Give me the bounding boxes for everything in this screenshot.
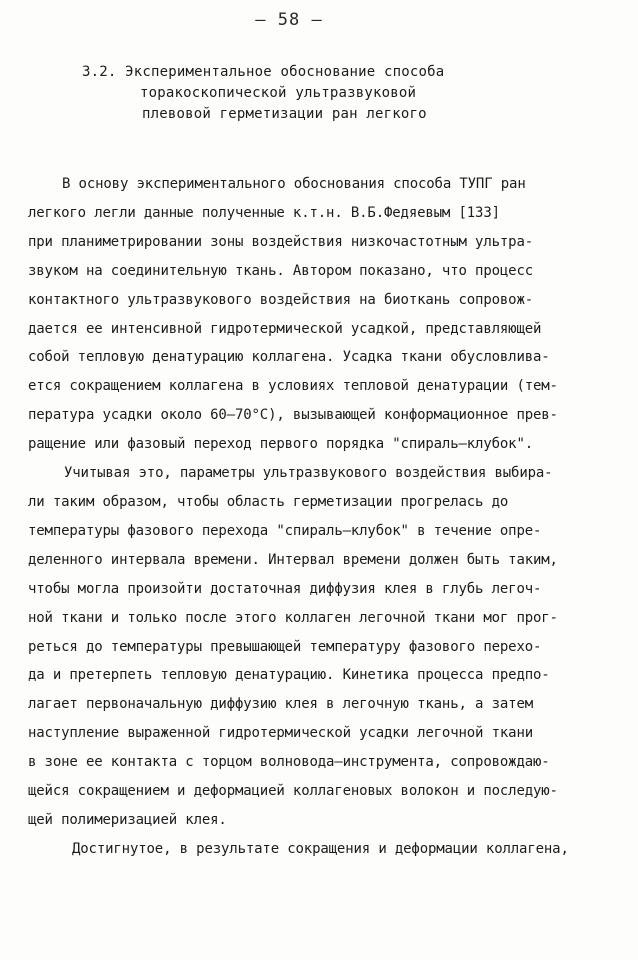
- paragraph-line: чтобы могла произойти достаточная диффузия клея в глубь легоч-: [28, 580, 542, 597]
- section-heading-line: торакоскопической ультразвуковой: [140, 85, 417, 101]
- paragraph-line: лагает первоначальную диффузию клея в легочную ткань, а затем: [28, 696, 534, 713]
- paragraph-line: Достигнутое, в результате сокращения и деформации коллагена,: [72, 840, 569, 857]
- paragraph-line: наступление выраженной гидротермической усадки легочной ткани: [28, 725, 534, 742]
- paragraph-line: В основу экспериментального обоснования способа ТУПГ ран: [62, 176, 526, 192]
- paragraph-line: легкого легли данные полученные к.т.н. В.Б.Федяевым [133]: [28, 204, 500, 221]
- paragraph-line: контактного ультразвукового воздействия на биоткань сопровож-: [28, 291, 534, 308]
- section-heading-line: плевовой герметизации ран легкого: [142, 106, 427, 122]
- paragraph-line: при планиметрировании зоны воздействия низкочастотным ультра-: [28, 233, 534, 250]
- paragraph-line: деленного интервала времени. Интервал времени должен быть таким,: [28, 551, 558, 568]
- paragraph-line: да и претерпеть тепловую денатурацию. Кинетика процесса предпо-: [28, 667, 550, 684]
- paragraph-line: звуком на соединительную ткань. Автором показано, что процесс: [28, 262, 534, 279]
- paragraph-line: температуры фазового перехода "спираль–клубок" в течение опре-: [28, 522, 542, 539]
- paragraph-line: щейся сокращением и деформацией коллагеновых волокон и последую-: [28, 783, 558, 800]
- paragraph-line: щей полимеризацией клея.: [28, 811, 227, 828]
- section-heading: [72, 62, 572, 125]
- paragraph-line: пература усадки около 60–70°С), вызывающей конформационное прев-: [28, 407, 558, 424]
- paragraph-line: ной ткани и только после этого коллаген легочной ткани мог прог-: [28, 609, 558, 626]
- paragraph-line: в зоне ее контакта с торцом волновода–инструмента, сопровождаю-: [28, 754, 550, 771]
- paragraph-line: Учитывая это, параметры ультразвукового воздействия выбира-: [64, 465, 553, 482]
- paragraph-line: собой тепловую денатурацию коллагена. Усадка ткани обусловлива-: [28, 349, 550, 366]
- body-text: [28, 170, 618, 864]
- paragraph-line: реться до температуры превышающей температуру фазового перехо-: [28, 638, 542, 655]
- paragraph-line: ращение или фазовый переход первого порядка "спираль–клубок".: [28, 436, 534, 453]
- paragraph-line: ется сокращением коллагена в условиях тепловой денатурации (тем-: [28, 378, 558, 395]
- paragraph-line: ли таким образом, чтобы область герметизации прогрелась до: [28, 493, 509, 510]
- paragraph-line: дается ее интенсивной гидротермической усадкой, представляющей: [28, 320, 542, 337]
- page-number: – 58 –: [255, 10, 323, 30]
- section-heading-line: 3.2. Экспериментальное обоснование способа: [82, 64, 445, 80]
